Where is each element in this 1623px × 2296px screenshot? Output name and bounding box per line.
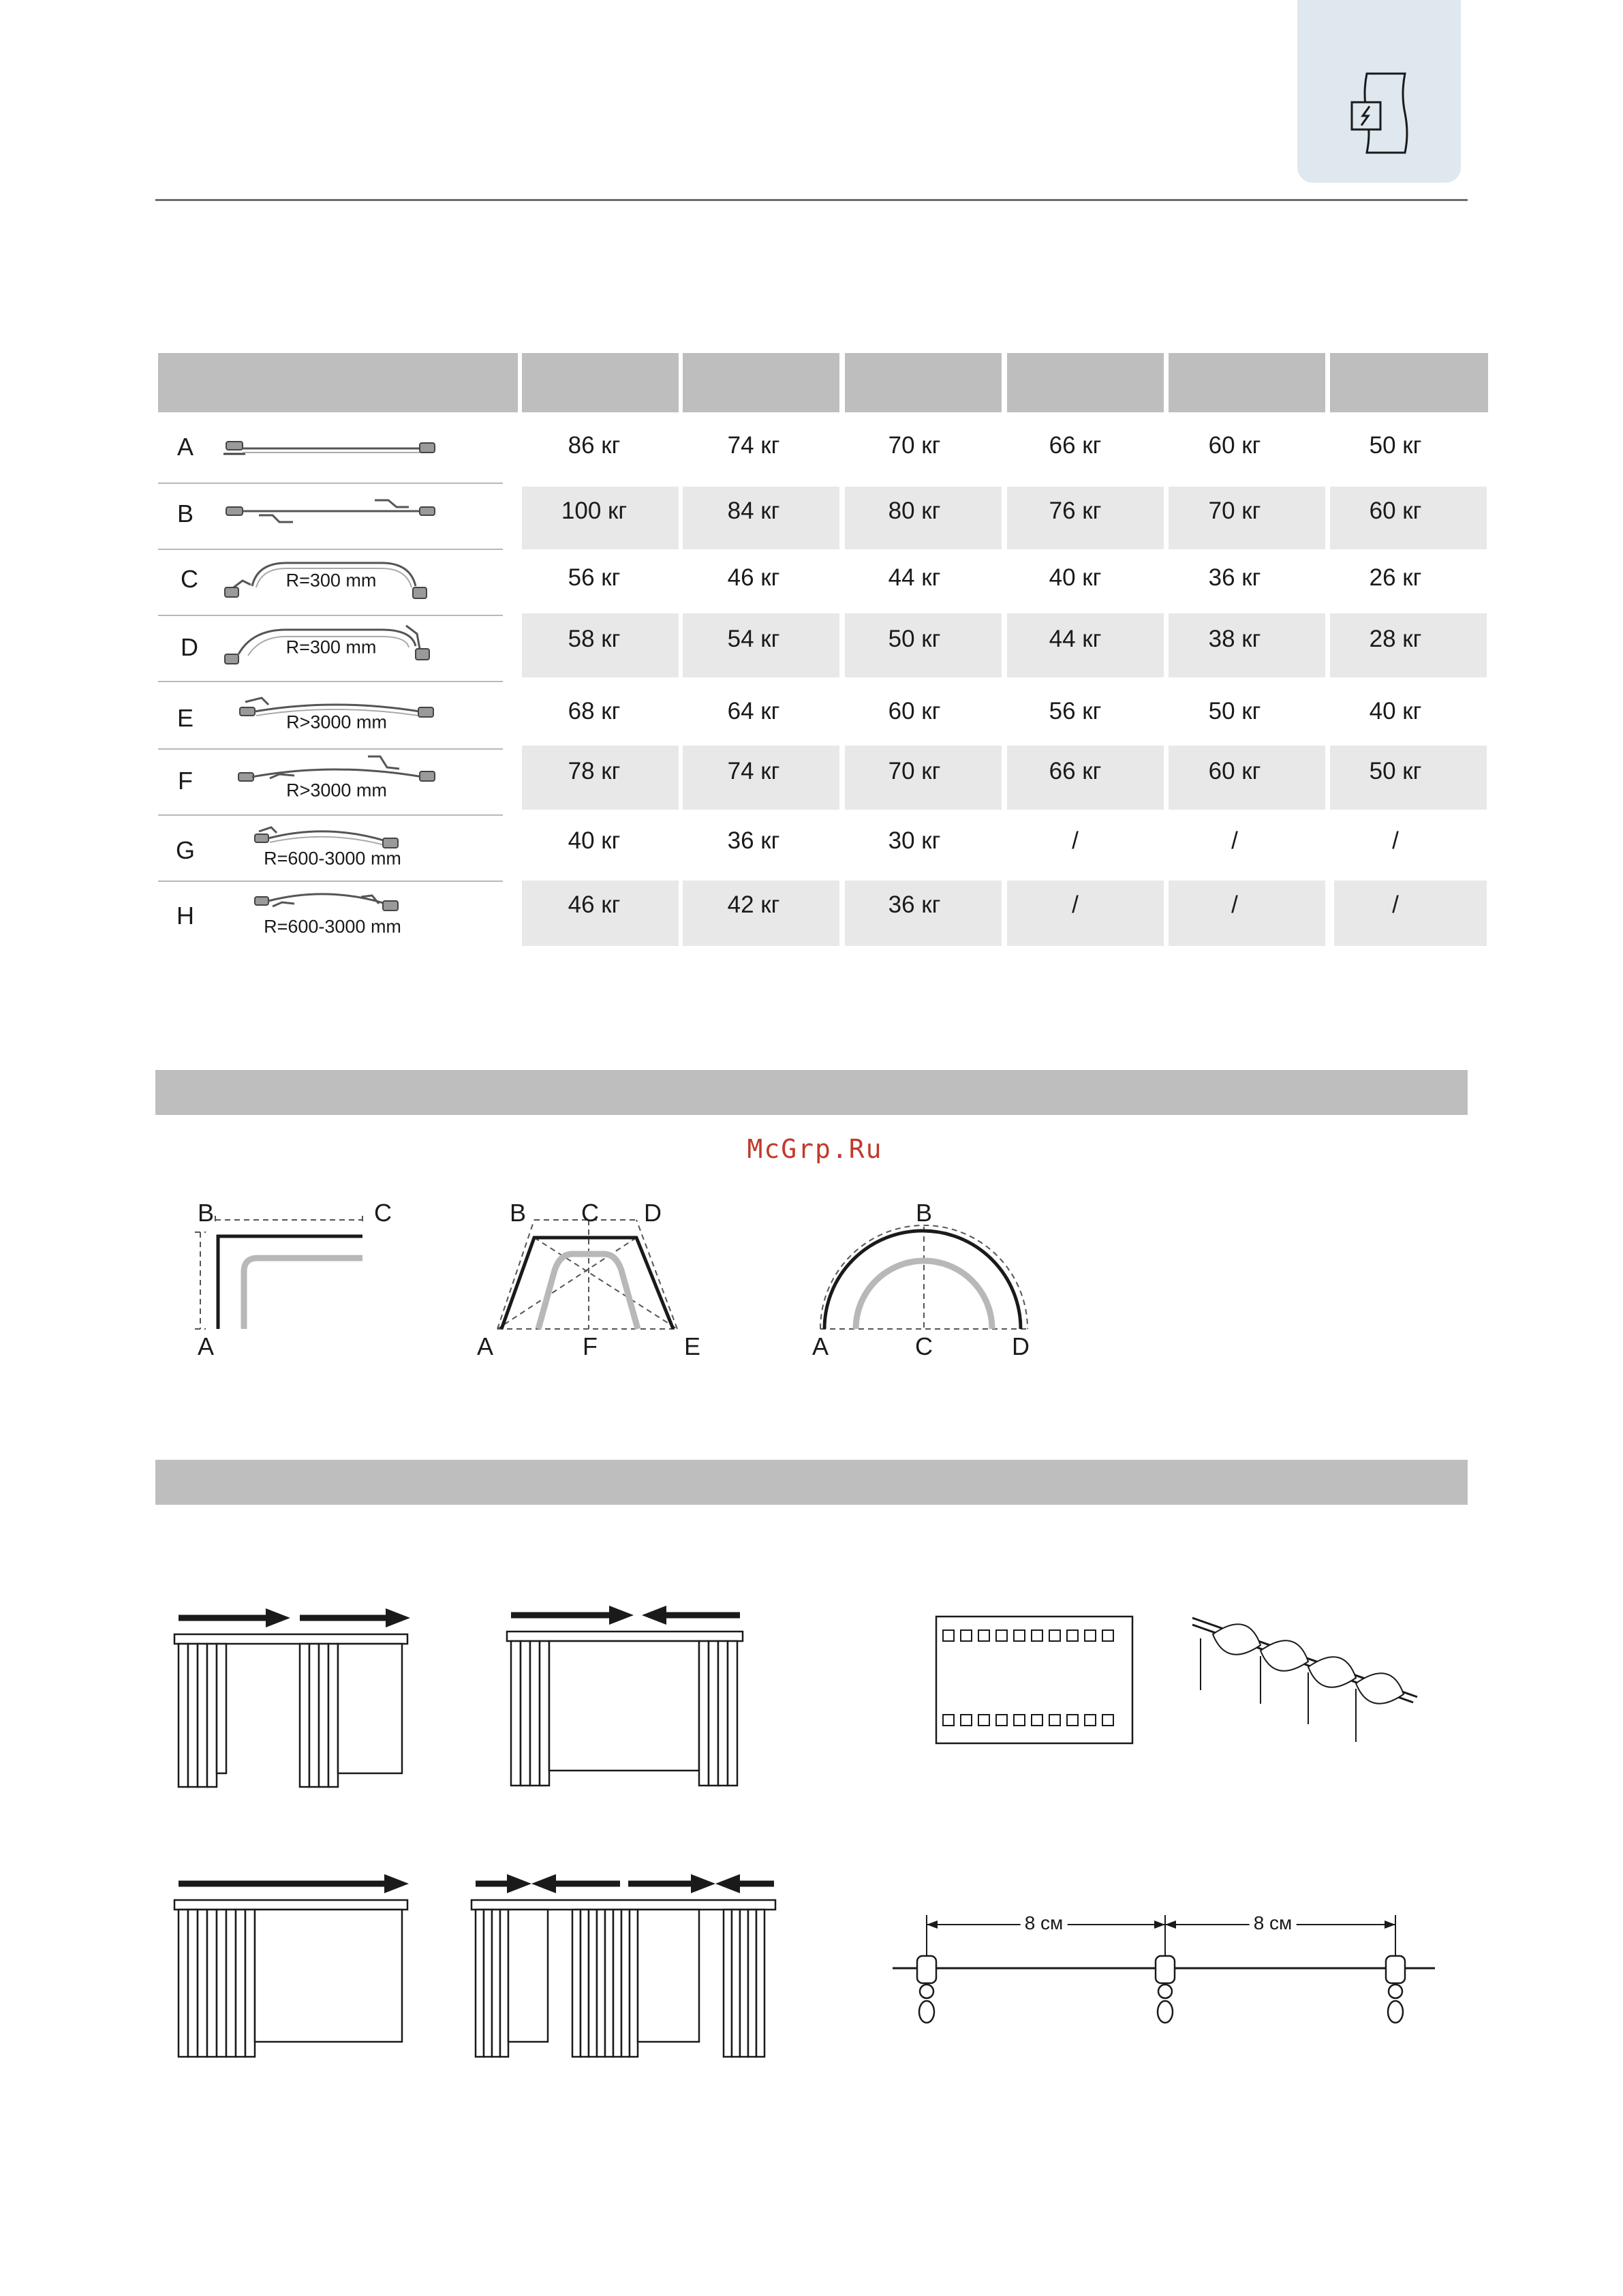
load-value: 28 кг [1369,626,1422,652]
table-header-cell [1330,353,1488,412]
curtain-opening-one-way-diagram [170,1602,416,1792]
load-value: 86 кг [568,432,621,459]
load-value: 50 кг [1208,698,1261,724]
trapezoid-shape-diagram [477,1213,709,1336]
table-header-cell [683,353,839,412]
load-value: 84 кг [727,498,780,524]
point-label: A [476,1332,494,1360]
load-value: 70 кг [888,432,941,459]
table-header-cell [522,353,679,412]
row-separator [158,814,503,816]
table-cell-bg [1169,881,1325,946]
point-label: F [583,1332,598,1360]
table-header-cell [1007,353,1164,412]
electric-motor-box-icon [1345,68,1420,157]
row-label: A [176,433,194,461]
load-value: 36 кг [727,827,780,854]
rail-radius-label: R=300 mm [285,570,377,591]
row-label: F [178,767,193,795]
row-separator [158,483,503,484]
rail-radius-label: R>3000 mm [286,780,387,801]
load-value: 40 кг [568,827,621,854]
load-value: 58 кг [568,626,621,652]
load-value: 70 кг [888,758,941,784]
load-value: 30 кг [888,827,941,854]
corner-shape-diagram [184,1213,388,1336]
curtain-opening-full-one-way-diagram [170,1861,416,2065]
point-label: D [644,1199,662,1227]
load-value: / [1072,827,1079,854]
load-value: 60 кг [1208,758,1261,784]
rail-radius-label: R>3000 mm [286,711,387,733]
load-value: 44 кг [1049,626,1102,652]
table-header-cell [158,353,518,412]
straight-rail-icon [218,436,450,463]
rail-radius-label: R=600-3000 mm [264,916,401,937]
load-value: 36 кг [1208,564,1261,591]
curtain-opening-center-diagram [504,1602,749,1792]
load-value: 54 кг [727,626,780,652]
load-value: / [1231,891,1238,918]
row-label: B [176,500,194,527]
load-value: 56 кг [568,564,621,591]
load-value: 64 кг [727,698,780,724]
curtain-opening-multi-panel-diagram [470,1861,784,2065]
row-separator [158,549,503,550]
load-value: 50 кг [1369,758,1422,784]
row-label: G [175,836,195,864]
load-value: 76 кг [1049,498,1102,524]
point-label: C [915,1332,933,1360]
point-label: A [197,1332,215,1360]
load-value: 70 кг [1208,498,1261,524]
point-label: C [581,1199,599,1227]
curtain-tape-diagram [933,1614,1138,1750]
load-value: / [1231,827,1238,854]
runner-spacing-diagram [886,1908,1444,2038]
load-value: 56 кг [1049,698,1102,724]
load-value: 38 кг [1208,626,1261,652]
load-value: 36 кг [888,891,941,918]
rail-radius-label: R=300 mm [285,637,377,658]
load-value: / [1072,891,1079,918]
section-band [155,1460,1468,1505]
table-cell-bg [1334,881,1487,946]
spacing-dimension-label: 8 см [1250,1912,1297,1934]
load-value: 46 кг [727,564,780,591]
load-value: 44 кг [888,564,941,591]
row-label: D [181,633,198,661]
load-value: 60 кг [1208,432,1261,459]
load-value: / [1392,827,1399,854]
point-label: B [509,1199,527,1227]
load-value: 26 кг [1369,564,1422,591]
load-value: 68 кг [568,698,621,724]
point-label: E [683,1332,701,1360]
spacing-dimension-label: 8 см [1021,1912,1068,1934]
row-separator [158,881,503,882]
load-value: 42 кг [727,891,780,918]
load-value: 74 кг [727,432,780,459]
load-value: 78 кг [568,758,621,784]
load-value: 66 кг [1049,432,1102,459]
rail-radius-label: R=600-3000 mm [264,848,401,869]
load-value: 40 кг [1049,564,1102,591]
load-value: 40 кг [1369,698,1422,724]
load-value: 46 кг [568,891,621,918]
point-label: C [374,1199,392,1227]
arc-shape-diagram [811,1213,1042,1336]
load-value: 50 кг [888,626,941,652]
load-value: 66 кг [1049,758,1102,784]
header-rule [155,199,1468,201]
point-label: B [197,1199,215,1227]
point-label: B [915,1199,933,1227]
point-label: D [1012,1332,1030,1360]
wave-curtain-rail-diagram [1186,1608,1431,1751]
watermark-text: McGrp.Ru [747,1134,883,1164]
table-header-cell [1169,353,1325,412]
load-value: / [1392,891,1399,918]
table-cell-bg [1007,881,1164,946]
table-header-cell [845,353,1002,412]
row-label: E [176,704,194,732]
load-value: 50 кг [1369,432,1422,459]
row-label: H [176,902,194,930]
point-label: A [812,1332,829,1360]
row-label: C [181,565,198,593]
load-value: 60 кг [1369,498,1422,524]
section-band [155,1070,1468,1115]
row-separator [158,748,503,750]
overlapping-rail-icon [218,495,450,529]
load-value: 80 кг [888,498,941,524]
row-separator [158,615,503,616]
load-value: 100 кг [561,498,628,524]
header-tab [1297,0,1461,183]
row-separator [158,681,503,682]
load-value: 74 кг [727,758,780,784]
load-value: 60 кг [888,698,941,724]
